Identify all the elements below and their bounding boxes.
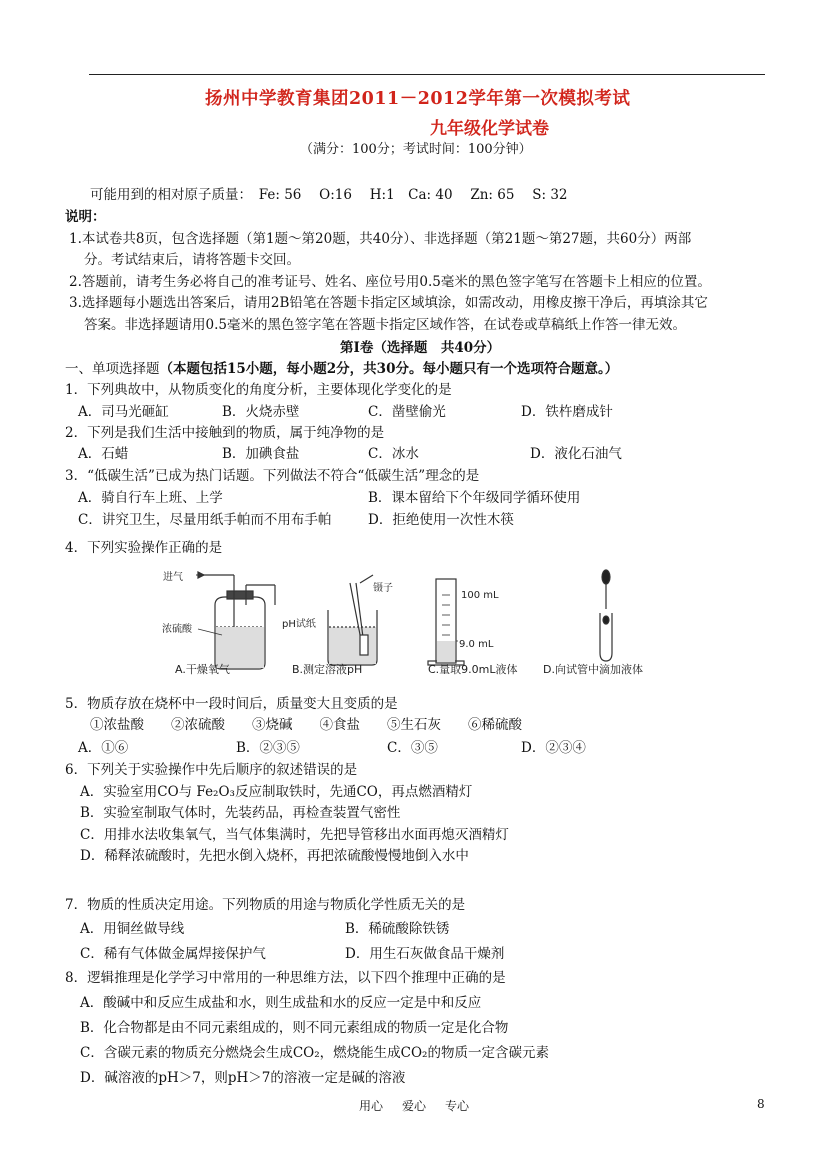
- q2-option-a: A．石蜡: [78, 446, 129, 462]
- q1-option-a: A．司马光砸缸: [78, 404, 169, 420]
- q8-option-c: C．含碳元素的物质充分燃烧会生成CO₂，燃烧能生成CO₂的物质一定含碳元素: [80, 1045, 549, 1061]
- instruction-line: 3.选择题每小题选出答案后，请用2B铅笔在答题卡指定区域填涂，如需改动，用橡皮擦干净后，再填涂其它: [69, 295, 708, 311]
- q2-option-c: C．冰水: [368, 446, 419, 462]
- instruction-line: 1.本试卷共8页，包含选择题（第1题～第20题，共40分）、非选择题（第21题～第27题，共60分）两部: [69, 231, 692, 247]
- part1-heading: [65, 357, 618, 377]
- q7-option-a: A．用铜丝做导线: [80, 921, 185, 937]
- page-number: 8: [757, 1097, 765, 1111]
- q5-option-b: B．②③⑤: [236, 740, 300, 756]
- q4-stem: 4．下列实验操作正确的是: [65, 540, 223, 556]
- q2-stem: 2．下列是我们生活中接触到的物质，属于纯净物的是: [65, 425, 385, 441]
- footer-right: 专心: [445, 1099, 470, 1113]
- fig-caption-a: A.干燥氧气: [175, 663, 230, 676]
- label-sulfuric-acid: 浓硫酸: [162, 624, 192, 635]
- q6-option-c: C．用排水法收集氧气，当气体集满时，先把导管移出水面再熄灭酒精灯: [80, 827, 509, 843]
- atomic-masses: 可能用到的相对原子质量： Fe: 56 O:16 H:1 Ca: 40 Zn: 65 S: 32: [90, 187, 568, 203]
- q2-option-d: D．液化石油气: [530, 446, 622, 462]
- header-rule: [89, 74, 765, 75]
- q6-stem: 6．下列关于实验操作中先后顺序的叙述错误的是: [65, 762, 358, 778]
- exam-subtitle: 九年级化学试卷: [430, 119, 549, 139]
- instruction-line: 分。考试结束后，请将答题卡交回。: [84, 252, 300, 268]
- part1-prefix: 一、单项选择题: [65, 361, 160, 377]
- fig-caption-d: D.向试管中滴加液体: [543, 663, 643, 676]
- q8-option-b: B．化合物都是由不同元素组成的，则不同元素组成的物质一定是化合物: [80, 1020, 509, 1036]
- part1-rules: （本题包括15小题，每小题2分，共30分。每小题只有一个选项符合题意。）: [159, 361, 619, 377]
- q5-items: ①浓盐酸 ②浓硫酸 ③烧碱 ④食盐 ⑤生石灰 ⑥稀硫酸: [90, 717, 522, 733]
- dropper-test-tube-diagram: [600, 570, 612, 661]
- label-100ml: 100 mL: [461, 590, 499, 601]
- q1-stem: 1．下列典故中，从物质变化的角度分析，主要体现化学变化的是: [65, 382, 452, 398]
- q1-option-b: B．火烧赤壁: [222, 404, 300, 420]
- q7-option-d: D．用生石灰做食品干燥剂: [345, 946, 505, 962]
- graduated-cylinder-diagram: [428, 579, 464, 665]
- exam-title: 扬州中学教育集团2011－2012学年第一次模拟考试: [205, 89, 631, 109]
- q7-option-c: C．稀有气体做金属焊接保护气: [80, 946, 266, 962]
- label-9ml: 9.0 mL: [459, 639, 494, 650]
- q7-option-b: B．稀硫酸除铁锈: [345, 921, 450, 937]
- gas-washing-bottle-diagram: [196, 572, 275, 669]
- instruction-line: 答案。非选择题请用0.5毫米的黑色签字笔在答题卡指定区域作答，在试卷或草稿纸上作答一律无效。: [84, 317, 686, 333]
- footer-left: 用心: [359, 1099, 384, 1113]
- q2-option-b: B．加碘食盐: [222, 446, 300, 462]
- fig-caption-c: C.量取9.0mL液体: [428, 663, 518, 676]
- q3-stem: 3．“低碳生活”已成为热门话题。下列做法不符合“低碳生活”理念的是: [65, 468, 480, 484]
- exam-info: （满分：100分；考试时间：100分钟）: [300, 142, 532, 157]
- section-title: 第Ⅰ卷（选择题 共40分）: [340, 340, 501, 356]
- q4-figure: [160, 565, 675, 685]
- q7-stem: 7．物质的性质决定用途。下列物质的用途与物质化学性质无关的是: [65, 897, 466, 913]
- instructions-heading: 说明：: [65, 209, 106, 225]
- q3-option-a: A．骑自行车上班、上学: [78, 490, 223, 506]
- q8-stem: 8．逻辑推理是化学学习中常用的一种思维方法，以下四个推理中正确的是: [65, 970, 506, 986]
- label-gas-inlet: 进气: [163, 572, 183, 583]
- q5-option-c: C．③⑤: [387, 740, 438, 756]
- q6-option-b: B．实验室制取气体时，先装药品，再检查装置气密性: [80, 805, 401, 821]
- q1-option-c: C．凿壁偷光: [368, 404, 446, 420]
- q5-option-a: A．①⑥: [78, 740, 129, 756]
- fig-caption-b: B.测定溶液pH: [292, 663, 363, 676]
- q8-option-a: A．酸碱中和反应生成盐和水，则生成盐和水的反应一定是中和反应: [80, 995, 482, 1011]
- q6-option-d: D．稀释浓硫酸时，先把水倒入烧杯，再把浓硫酸慢慢地倒入水中: [80, 848, 469, 864]
- label-ph-paper: pH试纸: [282, 619, 316, 630]
- q1-option-d: D．铁杵磨成针: [521, 404, 613, 420]
- q5-option-d: D．②③④: [521, 740, 586, 756]
- q5-stem: 5．物质存放在烧杯中一段时间后，质量变大且变质的是: [65, 696, 398, 712]
- q8-option-d: D．碱溶液的pH＞7，则pH＞7的溶液一定是碱的溶液: [80, 1070, 406, 1086]
- q3-option-d: D．拒绝使用一次性木筷: [368, 512, 514, 528]
- beaker-ph-diagram: [328, 575, 377, 665]
- label-tweezers: 镊子: [373, 583, 393, 594]
- q3-option-b: B．课本留给下个年级同学循环使用: [368, 490, 581, 506]
- instruction-line: 2.答题前，请考生务必将自己的准考证号、姓名、座位号用0.5毫米的黑色签字笔写在答题卡上相应的位置。: [69, 274, 711, 290]
- q6-option-a: A．实验室用CO与 Fe₂O₃反应制取铁时，先通CO，再点燃酒精灯: [80, 784, 473, 800]
- footer-middle: 爱心: [402, 1099, 427, 1113]
- q3-option-c: C．讲究卫生，尽量用纸手帕而不用布手帕: [78, 512, 332, 528]
